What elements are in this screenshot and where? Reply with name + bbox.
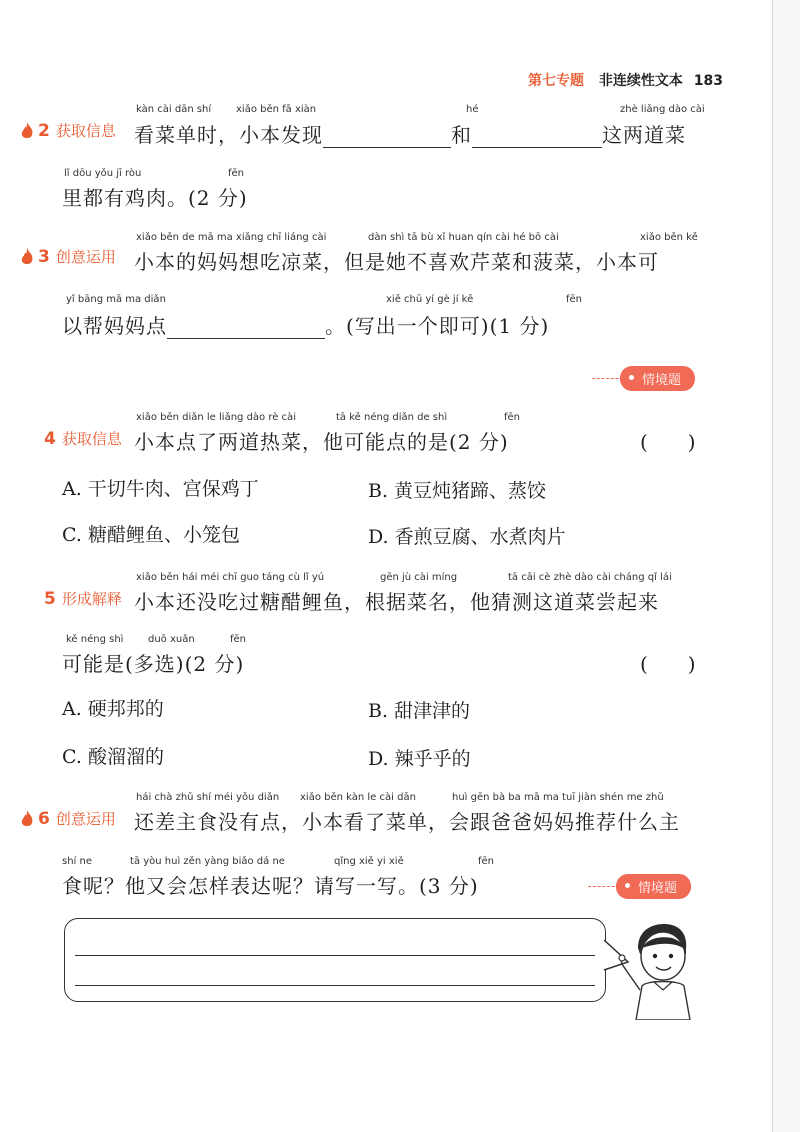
flame-icon	[20, 248, 34, 266]
flame-icon	[20, 122, 34, 140]
answer-bubble	[64, 918, 606, 1002]
q2-number: 2	[38, 120, 50, 141]
q3-pinyin-3: xiǎo běn kě	[640, 232, 698, 243]
q6-tag-label: 创意运用	[55, 810, 116, 828]
q6-line-1: 还差主食没有点，小本看了菜单，会跟爸爸妈妈推荐什么主	[134, 810, 680, 834]
q2-blank-2[interactable]	[472, 129, 602, 148]
q6-pinyin-6: qǐng xiě yi xiě	[334, 856, 404, 867]
flame-icon	[20, 810, 34, 828]
q2-pinyin-1: kàn cài dān shí	[136, 104, 212, 115]
badge-label: 情境题	[642, 373, 682, 388]
q4-tag-label: 获取信息	[61, 430, 122, 448]
q5-tag	[44, 588, 122, 609]
q6-tag	[20, 808, 116, 829]
q5-pinyin-1: xiǎo běn hái méi chī guo táng cù lǐ yú	[136, 572, 325, 583]
q2-tag-label: 获取信息	[55, 122, 116, 140]
q5-answer-box[interactable]: ( )	[640, 652, 696, 676]
q5-line-2: 可能是(多选)(2 分)	[62, 652, 245, 676]
q2-line-1	[134, 119, 686, 148]
page-header	[528, 70, 723, 90]
q3-pinyin-1: xiǎo běn de mā ma xiǎng chī liáng cài	[136, 232, 327, 243]
q5-pinyin-2: gēn jù cài míng	[380, 572, 458, 583]
page-number: 183	[693, 73, 723, 89]
q2-pinyin-4: zhè liǎng dào cài	[620, 104, 705, 115]
q2-pinyin-5: lǐ dōu yǒu jī ròu	[64, 168, 142, 179]
q3-tag-label: 创意运用	[55, 248, 116, 266]
q2-blank-1[interactable]	[323, 129, 451, 148]
chapter-label: 第七专题	[528, 73, 584, 89]
q3-tag	[20, 246, 116, 267]
q4-pinyin-2: tā kě néng diǎn de shì	[336, 412, 448, 423]
answer-line-2[interactable]	[75, 985, 595, 986]
badge-dot	[625, 883, 630, 888]
q2-tag	[20, 120, 116, 141]
q2-pinyin-3: hé	[466, 104, 479, 115]
q5-option-d[interactable]: D. 辣乎乎的	[368, 748, 471, 770]
q5-pinyin-3: tā cāi cè zhè dào cài cháng qǐ lái	[508, 572, 672, 583]
section-title: 非连续性文本	[598, 73, 683, 89]
q5-number: 5	[44, 588, 56, 609]
q6-line-2: 食呢？他又会怎样表达呢？请写一写。(3 分)	[62, 874, 479, 898]
badge-dot	[629, 375, 634, 380]
q5-option-b[interactable]: B. 甜津津的	[368, 700, 471, 722]
q6-pinyin-1: hái chà zhǔ shí méi yǒu diǎn	[136, 792, 280, 803]
q2-text-c: 这两道菜	[602, 123, 686, 147]
q3-text-a: 以帮妈妈点	[62, 314, 167, 338]
q6-pinyin-5: tā yòu huì zěn yàng biǎo dá ne	[130, 856, 285, 867]
q4-option-d[interactable]: D. 香煎豆腐、水煮肉片	[368, 526, 566, 548]
situation-badge	[616, 874, 691, 899]
q4-pinyin-1: xiǎo běn diǎn le liǎng dào rè cài	[136, 412, 296, 423]
q6-pinyin-4: shí ne	[62, 856, 92, 867]
q3-pinyin-6: fēn	[566, 294, 583, 305]
q4-stem: 小本点了两道热菜，他可能点的是(2 分)	[134, 430, 509, 454]
q6-number: 6	[38, 808, 50, 829]
q5-pinyin-5: duō xuǎn	[148, 634, 195, 645]
q3-line-1: 小本的妈妈想吃凉菜，但是她不喜欢芹菜和菠菜，小本可	[134, 250, 659, 274]
q3-number: 3	[38, 246, 50, 267]
boy-illustration	[616, 920, 708, 1020]
q3-line-2	[62, 310, 549, 339]
q2-pinyin-2: xiǎo běn fā xiàn	[236, 104, 317, 115]
q4-option-b[interactable]: B. 黄豆炖猪蹄、蒸饺	[368, 480, 547, 502]
situation-badge	[620, 366, 695, 391]
q6-pinyin-2: xiǎo běn kàn le cài dān	[300, 792, 416, 803]
q3-text-b: 。(写出一个即可)(1 分)	[325, 314, 550, 338]
q5-pinyin-4: kě néng shì	[66, 634, 124, 645]
q4-option-c[interactable]: C. 糖醋鲤鱼、小笼包	[62, 524, 240, 546]
q4-pinyin-3: fēn	[504, 412, 521, 423]
q2-pinyin-6: fēn	[228, 168, 245, 179]
q5-option-c[interactable]: C. 酸溜溜的	[62, 746, 164, 768]
q3-pinyin-4: yǐ bāng mā ma diǎn	[66, 294, 166, 305]
q5-option-a[interactable]: A. 硬邦邦的	[62, 698, 164, 720]
q2-text-a: 看菜单时，小本发现	[134, 123, 323, 147]
answer-line-1[interactable]	[75, 955, 595, 956]
q4-answer-box[interactable]: ( )	[640, 430, 696, 454]
q2-text-b: 和	[451, 123, 472, 147]
q5-line-1: 小本还没吃过糖醋鲤鱼，根据菜名，他猜测这道菜尝起来	[134, 590, 659, 614]
q4-option-a[interactable]: A. 干切牛肉、宫保鸡丁	[62, 478, 259, 500]
q3-blank[interactable]	[167, 320, 325, 339]
badge-label: 情境题	[638, 881, 678, 896]
q3-pinyin-5: xiě chū yí gè jí kě	[386, 294, 474, 305]
q5-pinyin-6: fēn	[230, 634, 247, 645]
q2-line-2: 里都有鸡肉。(2 分)	[62, 186, 248, 210]
q4-tag	[44, 428, 122, 449]
q6-pinyin-3: huì gēn bà ba mā ma tuī jiàn shén me zhǔ	[452, 792, 664, 803]
q5-tag-label: 形成解释	[61, 590, 122, 608]
q4-number: 4	[44, 428, 56, 449]
q6-pinyin-7: fēn	[478, 856, 495, 867]
q3-pinyin-2: dàn shì tā bù xǐ huan qín cài hé bō cài	[368, 232, 559, 243]
